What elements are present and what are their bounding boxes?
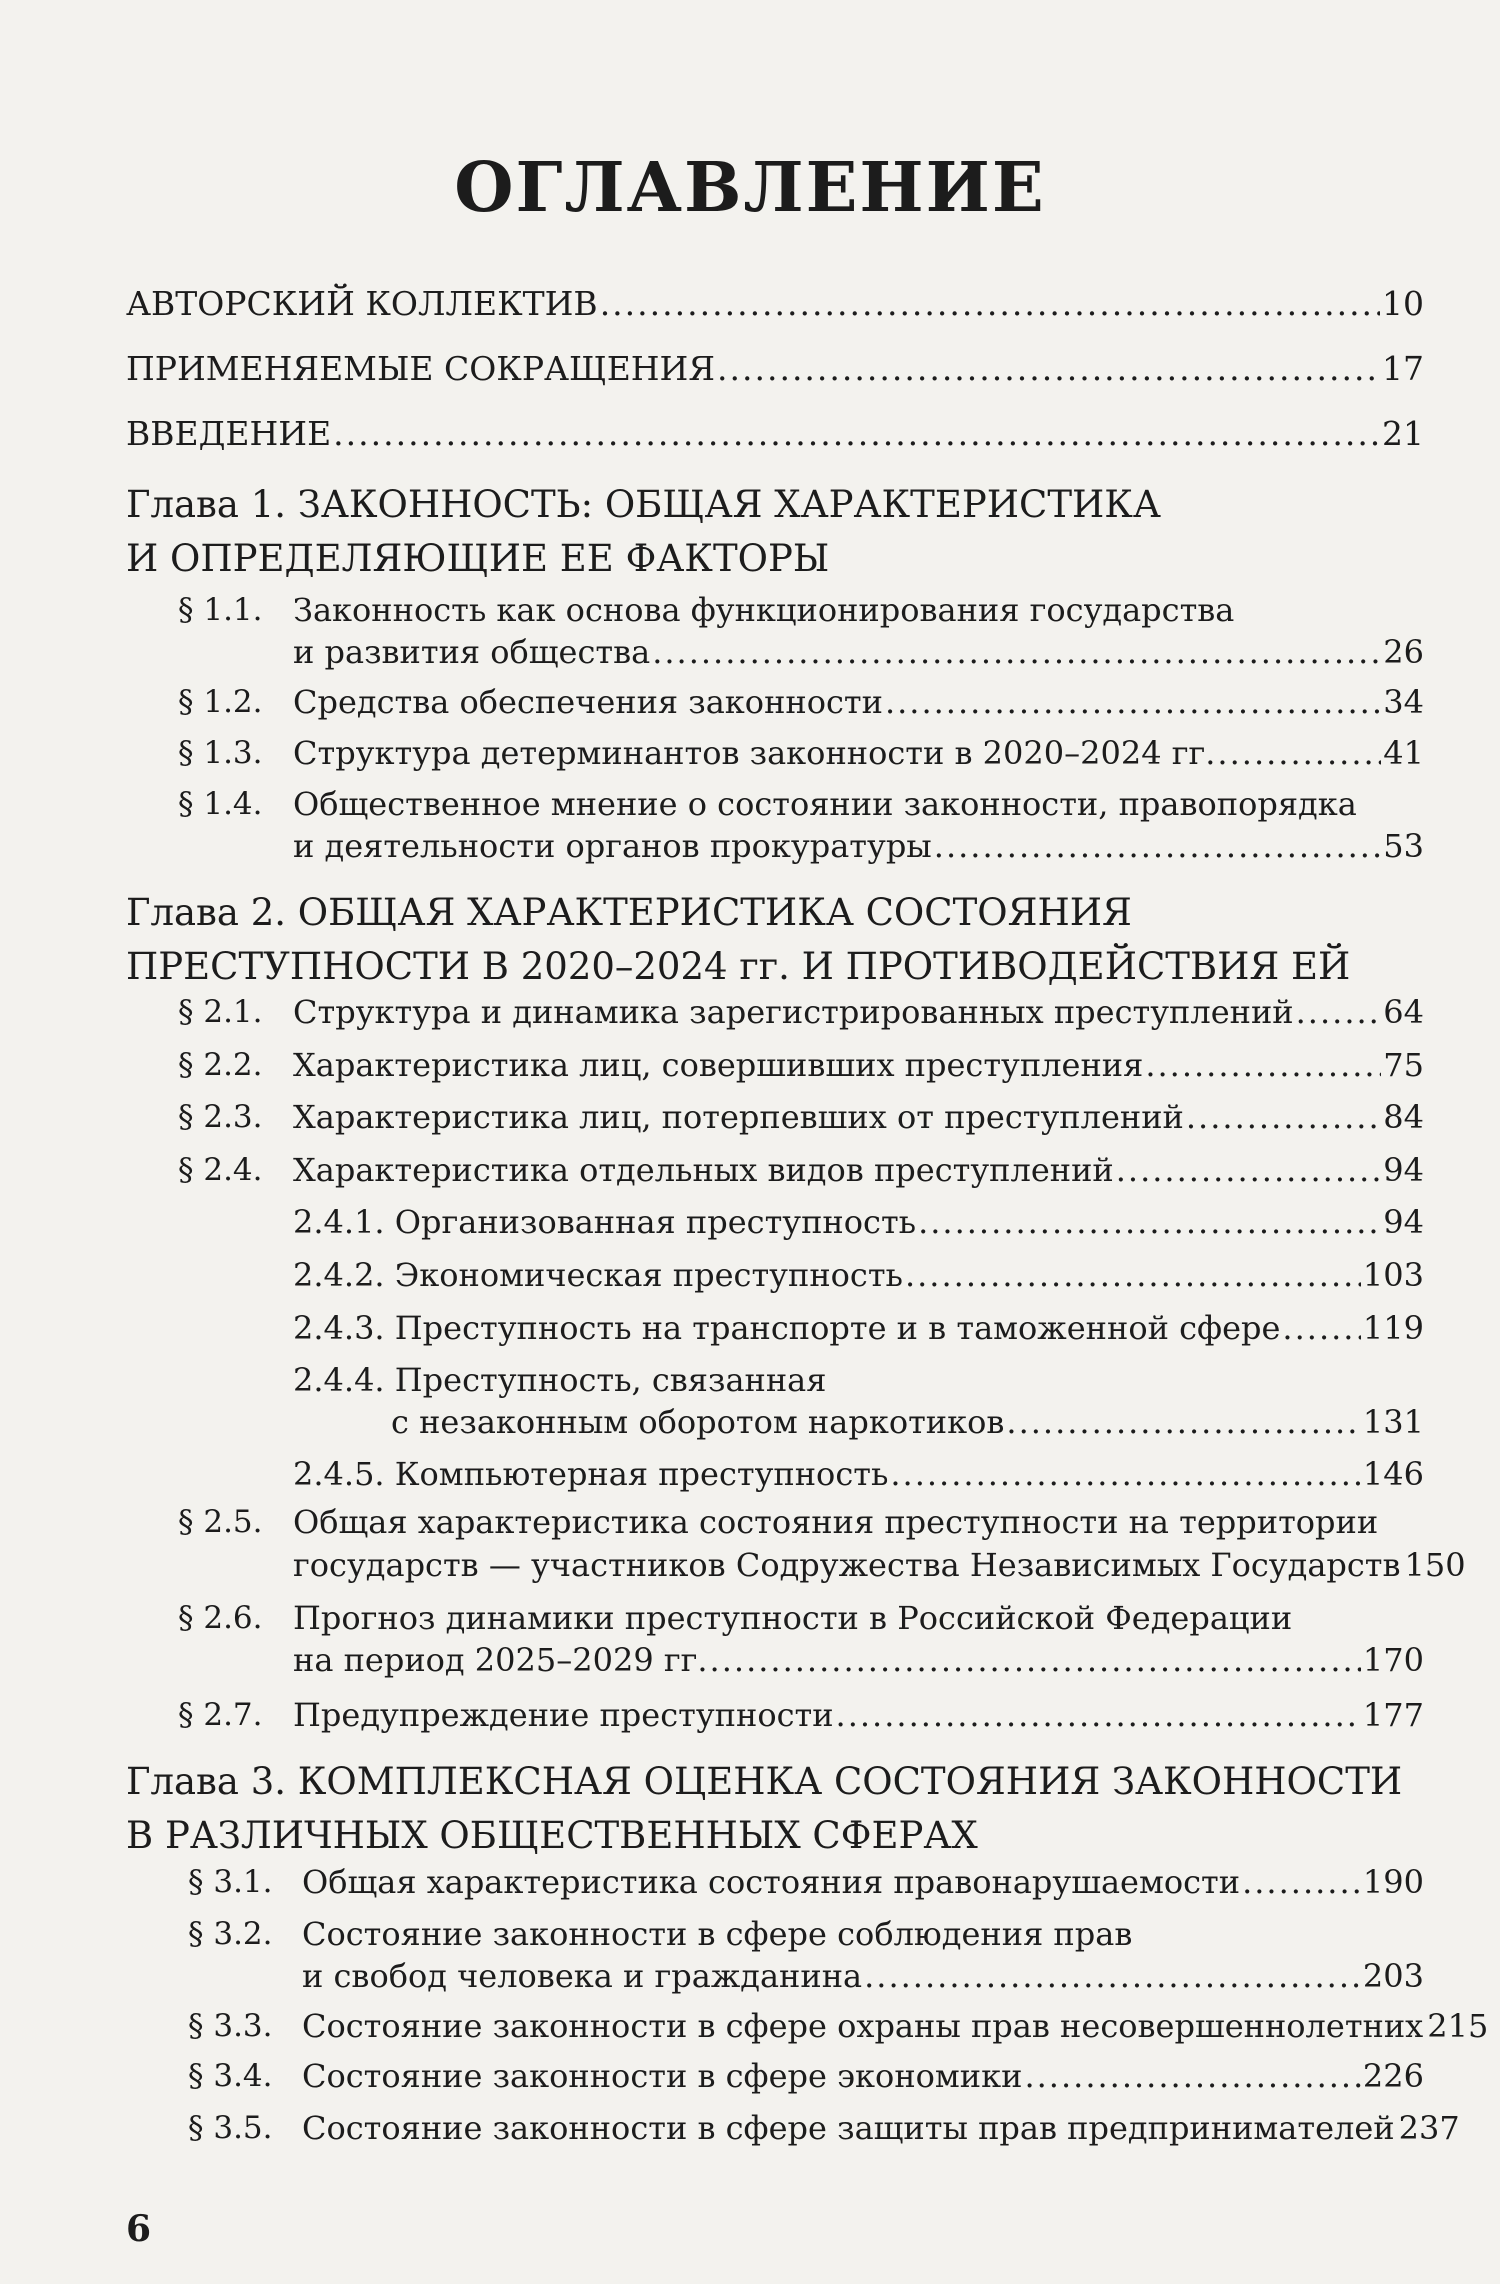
toc-entry-label: ВВЕДЕНИЕ	[126, 414, 332, 453]
toc-entry-section-3-1[interactable]	[302, 1860, 1424, 1904]
section-number: § 2.5.	[178, 1504, 263, 1540]
chapter-heading-1[interactable]	[126, 478, 1161, 586]
leader-dots	[890, 1452, 1361, 1496]
toc-entry-label: и деятельности органов прокуратуры	[293, 827, 932, 865]
leader-dots	[1145, 1043, 1381, 1087]
toc-entry-label: на период 2025–2029 гг.	[293, 1641, 708, 1679]
toc-page-number: 84	[1383, 1098, 1424, 1136]
toc-entry-label: 2.4.2. Экономическая преступность	[293, 1256, 903, 1294]
toc-entry-label: 2.4.5. Компьютерная преступность	[293, 1455, 889, 1493]
toc-entry-label: 2.4.3. Преступность на транспорте и в таможенной сфере	[293, 1309, 1281, 1347]
section-number: § 3.3.	[188, 2008, 273, 2044]
toc-entry-label: государств — участников Содружества Независимых Государств	[293, 1546, 1401, 1584]
section-number: § 2.3.	[178, 1099, 263, 1135]
toc-entry-label: и свобод человека и гражданина	[302, 1957, 863, 1995]
chapter-heading-line: В РАЗЛИЧНЫХ ОБЩЕСТВЕННЫХ СФЕРАХ	[126, 1814, 978, 1857]
section-number: § 2.6.	[178, 1600, 263, 1636]
toc-entry-introduction[interactable]	[126, 412, 1424, 456]
chapter-heading-line: И ОПРЕДЕЛЯЮЩИЕ ЕЕ ФАКТОРЫ	[126, 537, 830, 580]
leader-dots	[333, 412, 1380, 456]
toc-page-number: 177	[1362, 1696, 1424, 1734]
section-number: § 3.2.	[188, 1916, 273, 1952]
toc-entry-section-1-1[interactable]	[293, 630, 1424, 674]
toc-entry-label: Состояние законности в сфере защиты прав предпринимателей	[302, 2109, 1395, 2147]
chapter-heading-line: Глава 2. ОБЩАЯ ХАРАКТЕРИСТИКА СОСТОЯНИЯ	[126, 891, 1132, 934]
section-title-line: 2.4.4. Преступность, связанная	[293, 1361, 827, 1399]
toc-entry-label: Средства обеспечения законности	[293, 683, 883, 721]
section-number: § 2.7.	[178, 1697, 263, 1733]
toc-page-number: 119	[1362, 1309, 1424, 1347]
toc-page-number: 103	[1362, 1256, 1424, 1294]
toc-entry-label: Структура и динамика зарегистрированных преступлений	[293, 993, 1294, 1031]
leader-dots	[652, 630, 1381, 674]
toc-entry-section-2-7[interactable]	[293, 1693, 1424, 1737]
section-title-line: Общественное мнение о состоянии законности, правопорядка	[293, 785, 1357, 823]
toc-page-number: 64	[1383, 993, 1424, 1031]
toc-page-number: 150	[1404, 1546, 1466, 1584]
toc-entry-label: 2.4.1. Организованная преступность	[293, 1203, 917, 1241]
toc-entry-label: АВТОРСКИЙ КОЛЛЕКТИВ	[126, 284, 598, 323]
toc-page-number: 237	[1398, 2109, 1460, 2147]
toc-page-number: 203	[1362, 1957, 1424, 1995]
toc-entry-abbreviations[interactable]	[126, 347, 1424, 391]
toc-entry-label: с незаконным оборотом наркотиков	[391, 1403, 1005, 1441]
chapter-heading-line: Глава 3. КОМПЛЕКСНАЯ ОЦЕНКА СОСТОЯНИЯ ЗАКОННОСТИ	[126, 1760, 1403, 1803]
toc-entry-section-2-4-3[interactable]	[293, 1306, 1424, 1350]
leader-dots	[1217, 731, 1381, 775]
section-title-line: Общая характеристика состояния преступности на территории	[293, 1503, 1379, 1541]
leader-dots	[1282, 1306, 1361, 1350]
leader-dots	[905, 1253, 1361, 1297]
toc-page-number: 53	[1383, 827, 1424, 865]
toc-page-number: 17	[1382, 349, 1424, 388]
toc-page-number: 226	[1362, 2057, 1424, 2095]
leader-dots	[864, 1954, 1361, 1998]
leader-dots	[1242, 1860, 1361, 1904]
section-number: § 1.3.	[178, 735, 263, 771]
toc-entry-section-2-5[interactable]	[293, 1543, 1466, 1587]
section-number: § 2.2.	[178, 1047, 263, 1083]
toc-entry-section-3-5[interactable]	[302, 2106, 1460, 2150]
section-number: § 1.2.	[178, 684, 263, 720]
toc-page-number: 21	[1382, 414, 1424, 453]
toc-page-number: 34	[1383, 683, 1424, 721]
toc-entry-label: Предупреждение преступности	[293, 1696, 834, 1734]
toc-entry-section-3-2[interactable]	[302, 1954, 1424, 1998]
toc-entry-section-2-3[interactable]	[293, 1095, 1424, 1139]
toc-entry-section-2-1[interactable]	[293, 990, 1424, 1034]
section-number: § 2.1.	[178, 994, 263, 1030]
toc-entry-authors[interactable]	[126, 282, 1424, 326]
toc-page-number: 94	[1383, 1203, 1424, 1241]
section-title-line: Прогноз динамики преступности в Российской Федерации	[293, 1599, 1293, 1637]
toc-entry-label: Состояние законности в сфере экономики	[302, 2057, 1023, 2095]
toc-entry-label: Структура детерминантов законности в 2020–2024 гг.	[293, 734, 1216, 772]
toc-entry-label: Характеристика лиц, совершивших преступления	[293, 1046, 1144, 1084]
toc-entry-section-2-4-4[interactable]	[391, 1400, 1424, 1444]
toc-entry-section-1-2[interactable]	[293, 680, 1424, 724]
toc-entry-section-2-4[interactable]	[293, 1148, 1424, 1192]
chapter-heading-3[interactable]	[126, 1755, 1402, 1863]
toc-page-number: 75	[1383, 1046, 1424, 1084]
leader-dots	[710, 1638, 1361, 1682]
toc-entry-label: Общая характеристика состояния правонарушаемости	[302, 1863, 1241, 1901]
leader-dots	[1186, 1095, 1381, 1139]
toc-entry-section-2-4-1[interactable]	[293, 1200, 1424, 1244]
page-title: ОГЛАВЛЕНИЕ	[454, 148, 1046, 228]
leader-dots	[836, 1693, 1361, 1737]
chapter-heading-line: Глава 1. ЗАКОННОСТЬ: ОБЩАЯ ХАРАКТЕРИСТИКА	[126, 483, 1161, 526]
toc-entry-label: Характеристика лиц, потерпевших от преступлений	[293, 1098, 1184, 1136]
toc-page-number: 170	[1362, 1641, 1424, 1679]
toc-page-number: 10	[1382, 284, 1424, 323]
toc-entry-section-2-6[interactable]	[293, 1638, 1424, 1682]
leader-dots	[1024, 2054, 1360, 2098]
toc-page-number: 41	[1383, 734, 1424, 772]
chapter-heading-2[interactable]	[126, 886, 1350, 994]
toc-page-number: 131	[1362, 1403, 1424, 1441]
section-number: § 3.5.	[188, 2110, 273, 2146]
toc-entry-section-3-3[interactable]	[302, 2004, 1489, 2048]
toc-entry-section-3-4[interactable]	[302, 2054, 1424, 2098]
toc-page-number: 26	[1383, 633, 1424, 671]
leader-dots	[885, 680, 1381, 724]
toc-entry-section-2-2[interactable]	[293, 1043, 1424, 1087]
toc-entry-section-2-4-5[interactable]	[293, 1452, 1424, 1496]
toc-entry-label: ПРИМЕНЯЕМЫЕ СОКРАЩЕНИЯ	[126, 349, 715, 388]
leader-dots	[1296, 990, 1382, 1034]
toc-entry-label: и развития общества	[293, 633, 651, 671]
toc-page-number: 215	[1427, 2007, 1489, 2045]
leader-dots	[918, 1200, 1381, 1244]
leader-dots	[717, 347, 1380, 391]
toc-page-number: 94	[1383, 1151, 1424, 1189]
leader-dots	[1006, 1400, 1361, 1444]
section-title-line: Законность как основа функционирования государства	[293, 591, 1235, 629]
section-number: § 2.4.	[178, 1152, 263, 1188]
leader-dots	[934, 824, 1382, 868]
toc-entry-section-1-3[interactable]	[293, 731, 1424, 775]
section-number: § 3.1.	[188, 1864, 273, 1900]
toc-page-number: 146	[1362, 1455, 1424, 1493]
chapter-heading-line: ПРЕСТУПНОСТИ В 2020–2024 гг. И ПРОТИВОДЕЙСТВИЯ ЕЙ	[126, 945, 1351, 988]
toc-entry-label: Характеристика отдельных видов преступлений	[293, 1151, 1114, 1189]
page-number: 6	[126, 2208, 152, 2250]
toc-page-number: 190	[1362, 1863, 1424, 1901]
section-title-line: Состояние законности в сфере соблюдения прав	[302, 1915, 1133, 1953]
section-number: § 3.4.	[188, 2058, 273, 2094]
toc-entry-section-2-4-2[interactable]	[293, 1253, 1424, 1297]
toc-entry-label: Состояние законности в сфере охраны прав несовершеннолетних	[302, 2007, 1424, 2045]
toc-entry-section-1-4[interactable]	[293, 824, 1424, 868]
section-number: § 1.4.	[178, 786, 263, 822]
leader-dots	[600, 282, 1380, 326]
leader-dots	[1116, 1148, 1382, 1192]
section-number: § 1.1.	[178, 592, 263, 628]
